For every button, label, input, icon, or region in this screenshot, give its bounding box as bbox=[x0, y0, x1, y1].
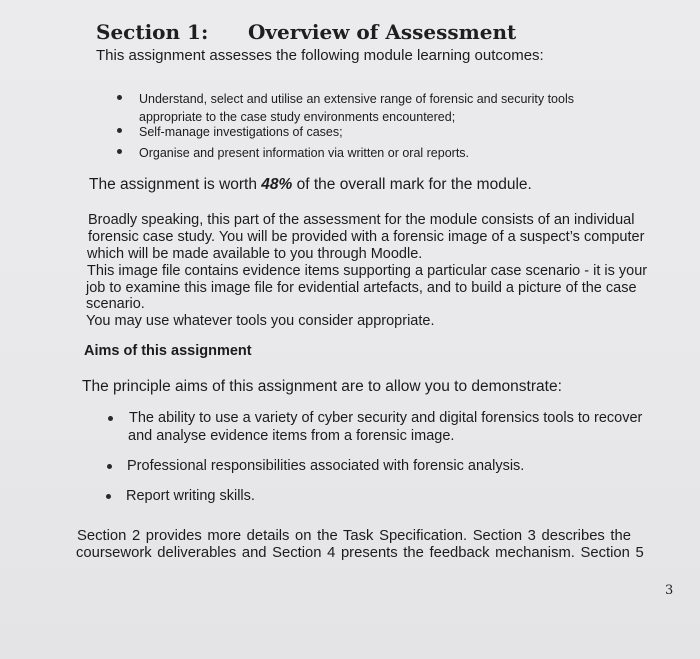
weight-suffix: of the overall mark for the module. bbox=[292, 176, 532, 193]
bullet-icon bbox=[108, 416, 113, 421]
page-number: 3 bbox=[665, 583, 674, 598]
bullet-icon bbox=[107, 464, 112, 469]
bullet-icon bbox=[106, 494, 111, 499]
outcome-item: Self-manage investigations of cases; bbox=[139, 125, 343, 139]
outcome-item: Organise and present information via written or oral reports. bbox=[139, 146, 470, 160]
description-line: job to examine this image file for evidential artefacts, and to build a picture of the case bbox=[86, 280, 637, 296]
aim-item-continued: and analyse evidence items from a forensic image. bbox=[128, 428, 455, 444]
description-line: forensic case study. You will be provided with a forensic image of a suspect’s computer bbox=[88, 229, 645, 245]
aim-item: Professional responsibilities associated with forensic analysis. bbox=[127, 458, 525, 474]
description-line: scenario. bbox=[86, 296, 145, 312]
section-title: Overview of Assessment bbox=[248, 20, 517, 44]
section-heading bbox=[96, 20, 516, 44]
aim-item: The ability to use a variety of cyber security and digital forensics tools to recover bbox=[129, 410, 643, 426]
aims-intro: The principle aims of this assignment are to allow you to demonstrate: bbox=[82, 378, 562, 395]
footer-line: coursework deliverables and Section 4 presents the feedback mechanism. Section 5 bbox=[76, 545, 644, 561]
description-line: This image file contains evidence items supporting a particular case scenario - it is your bbox=[87, 263, 648, 279]
aim-item: Report writing skills. bbox=[126, 488, 255, 504]
bullet-icon bbox=[117, 128, 122, 133]
description-line: You may use whatever tools you consider appropriate. bbox=[86, 313, 435, 329]
outcome-item-continued: appropriate to the case study environments encountered; bbox=[139, 110, 456, 124]
footer-line: Section 2 provides more details on the Task Specification. Section 3 describes the bbox=[77, 528, 632, 544]
assessment-weight bbox=[89, 177, 532, 193]
intro-text: This assignment assesses the following module learning outcomes: bbox=[96, 47, 544, 64]
weight-value: 48% bbox=[261, 176, 293, 193]
section-number: Section 1: bbox=[96, 20, 209, 44]
description-line: which will be made available to you through Moodle. bbox=[87, 246, 423, 262]
bullet-icon bbox=[117, 95, 122, 100]
description-line: Broadly speaking, this part of the assessment for the module consists of an individual bbox=[88, 212, 635, 228]
bullet-icon bbox=[117, 149, 122, 154]
weight-prefix: The assignment is worth bbox=[89, 176, 262, 193]
aims-heading: Aims of this assignment bbox=[84, 343, 252, 359]
outcome-item: Understand, select and utilise an extensive range of forensic and security tools bbox=[139, 92, 574, 106]
